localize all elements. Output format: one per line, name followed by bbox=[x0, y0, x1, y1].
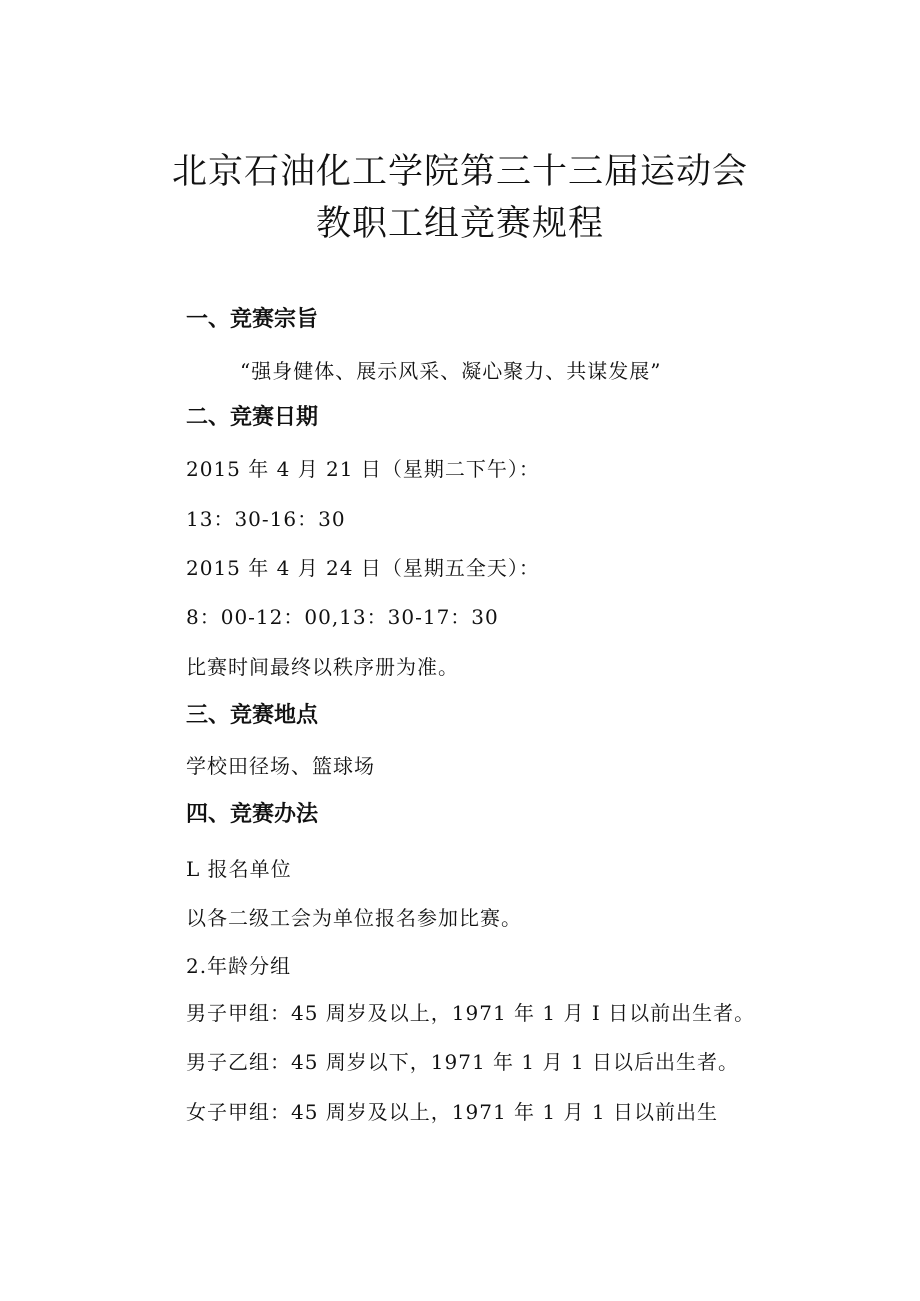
purpose-text: “强身健体、展示风采、凝心聚力、共谋发展” bbox=[240, 359, 662, 383]
section-heading-method: 四、竞赛办法 bbox=[186, 802, 319, 827]
section-heading-location: 三、竞赛地点 bbox=[186, 703, 319, 728]
section-heading-dates: 二、竞赛日期 bbox=[186, 405, 319, 430]
registration-text: 以各二级工会为单位报名参加比赛。 bbox=[186, 906, 522, 930]
schedule-note: 比赛时间最终以秩序册为准。 bbox=[186, 655, 459, 679]
time-line-1: 13：30-16：30 bbox=[186, 507, 346, 531]
age-group-women-a: 女子甲组：45 周岁及以上，1971 年 1 月 1 日以前出生 bbox=[186, 1100, 718, 1124]
date-line-2: 2015 年 4 月 24 日（星期五全天）： bbox=[186, 556, 540, 580]
method-item-registration: L 报名单位 bbox=[186, 857, 292, 881]
date-line-1: 2015 年 4 月 21 日（星期二下午）： bbox=[186, 457, 540, 481]
section-heading-purpose: 一、竞赛宗旨 bbox=[186, 307, 319, 332]
location-text: 学校田径场、篮球场 bbox=[186, 754, 375, 778]
age-group-men-a: 男子甲组：45 周岁及以上，1971 年 1 月 I 日以前出生者。 bbox=[186, 1001, 756, 1025]
document-title-line-1: 北京石油化工学院第三十三届运动会 bbox=[171, 152, 748, 192]
method-item-age-groups: 2.年龄分组 bbox=[186, 954, 292, 978]
age-group-men-b: 男子乙组：45 周岁以下，1971 年 1 月 1 日以后出生者。 bbox=[186, 1050, 739, 1074]
document-title-line-2: 教职工组竞赛规程 bbox=[315, 204, 604, 244]
time-line-2: 8：00-12：00,13：30-17：30 bbox=[186, 605, 499, 629]
